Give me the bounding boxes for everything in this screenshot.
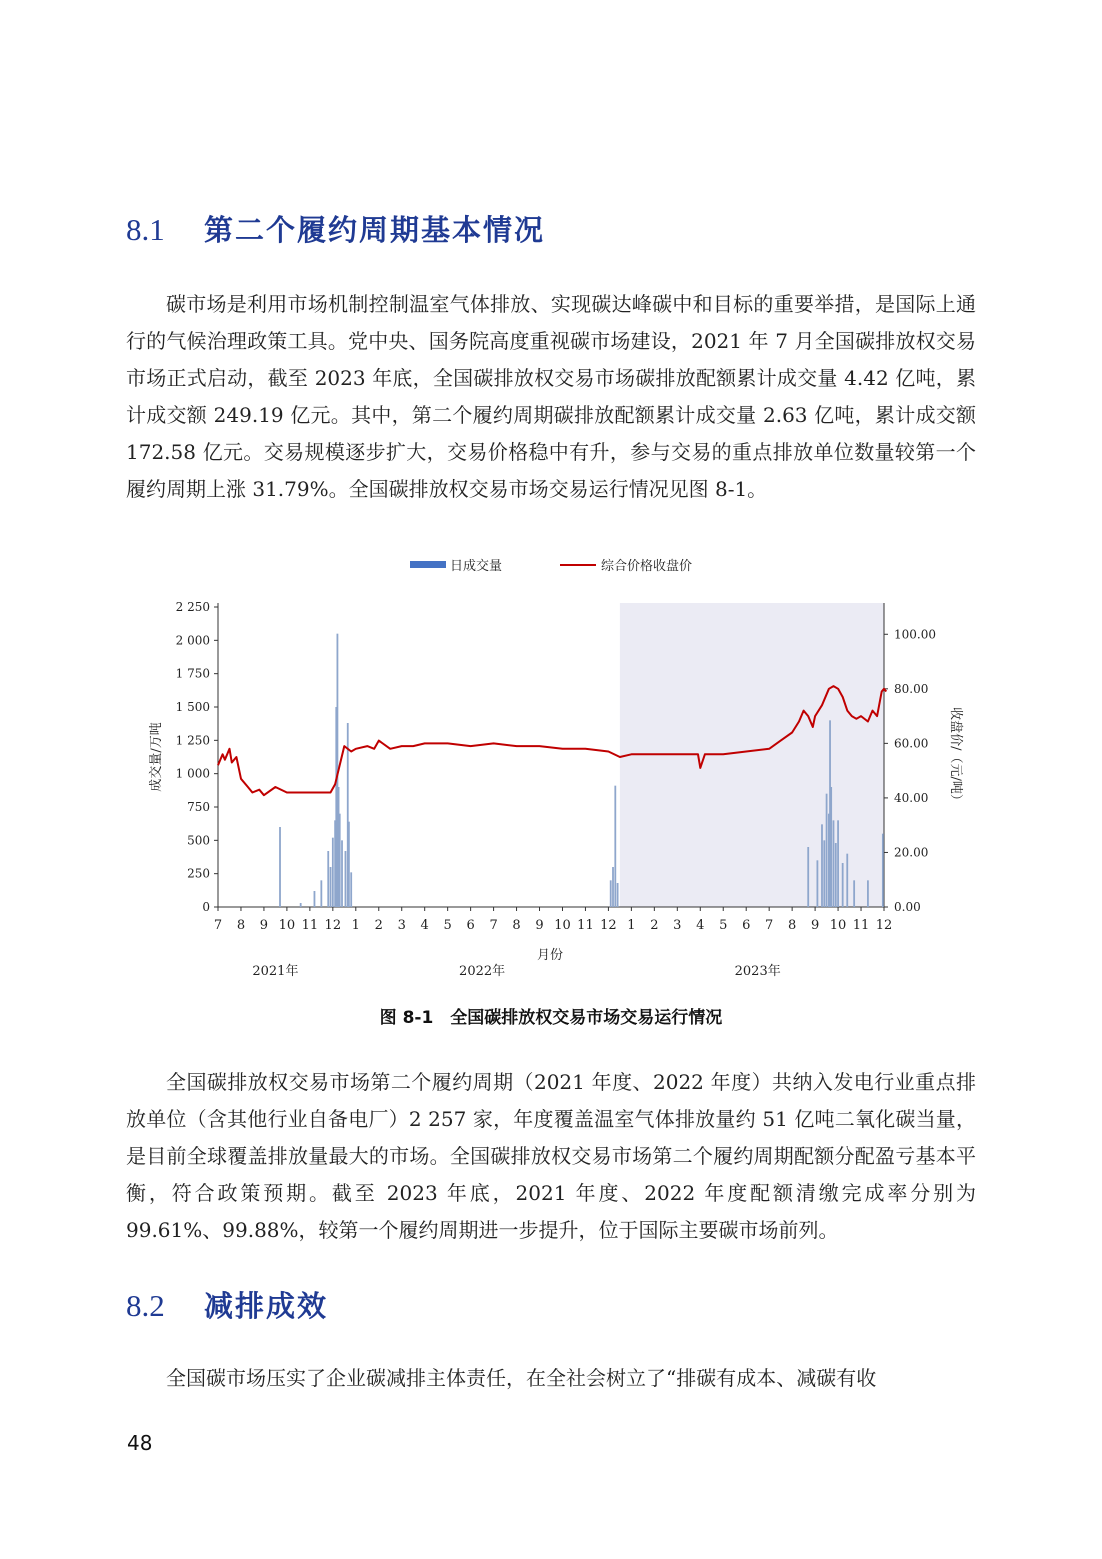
left-axis-label: 成交量/万吨 [149, 722, 164, 792]
month-tick-label: 1 [351, 918, 360, 933]
right-tick-label: 0.00 [894, 900, 921, 914]
month-tick-label: 7 [765, 918, 774, 933]
legend-price-label: 综合价格收盘价 [601, 559, 693, 574]
left-tick-label: 0 [202, 900, 210, 914]
month-tick-label: 6 [742, 918, 751, 933]
volume-bar [614, 786, 616, 907]
legend-volume-swatch [410, 561, 446, 568]
volume-bar [314, 891, 316, 907]
month-tick-label: 8 [512, 918, 521, 933]
body-paragraph-1: 碳市场是利用市场机制控制温室气体排放、实现碳达峰碳中和目标的重要举措，是国际上通行的气候治理政策工具。党中央、国务院高度重视碳市场建设，2021 年 7 月全国碳排放权交易市场正式启动，截至 2023 年底，全国碳排放权交易市场碳排放配额累计成交量 4.42 亿吨，累计成交额 249.19 亿元。其中，第二个履约周期碳排放配额累计成交量 2.63 亿吨，累计成交额 172.58 亿元。交易规模逐步扩大，交易价格稳中有升，参与交易的重点排放单位数量较第一个履约周期上涨 31.79%。全国碳排放权交易市场交易运行情况见图 8-1。 [126, 292, 976, 501]
volume-bar [339, 814, 341, 907]
volume-bar [846, 854, 848, 907]
month-tick-label: 11 [301, 918, 319, 933]
month-tick-label: 4 [696, 918, 705, 933]
month-tick-label: 3 [673, 918, 682, 933]
month-tick-label: 6 [466, 918, 475, 933]
volume-bar [350, 872, 352, 907]
volume-bar [341, 840, 343, 907]
left-tick-label: 2 250 [175, 600, 210, 614]
month-tick-label: 3 [397, 918, 406, 933]
left-tick-label: 1 500 [175, 700, 210, 714]
volume-bar [842, 863, 844, 907]
volume-bar [833, 820, 835, 907]
volume-bar [826, 794, 828, 907]
volume-bar [853, 880, 855, 907]
left-tick-label: 750 [187, 800, 210, 814]
legend-volume-label: 日成交量 [450, 559, 503, 574]
left-tick-label: 1 000 [175, 766, 210, 781]
right-tick-label: 100.00 [894, 627, 936, 642]
left-tick-label: 500 [187, 833, 210, 848]
left-tick-label: 1 250 [175, 733, 210, 748]
month-tick-label: 8 [236, 918, 246, 933]
year-label: 2022年 [459, 964, 506, 979]
year-label: 2021年 [252, 964, 299, 979]
volume-bar [867, 880, 869, 907]
month-tick-label: 11 [852, 918, 870, 933]
section-title: 第二个履约周期基本情况 [204, 213, 546, 247]
volume-bar [807, 847, 809, 907]
volume-bar [882, 834, 884, 907]
right-tick-label: 20.00 [894, 845, 929, 860]
body-paragraph-2: 全国碳排放权交易市场第二个履约周期（2021 年度、2022 年度）共纳入发电行业重点排放单位（含其他行业自备电厂）2 257 家，年度覆盖温室气体排放量约 51 亿吨二氧化碳当量，是目前全球覆盖排放量最大的市场。全国碳排放权交易市场第二个履约周期配额分配盈亏基本平衡，符合政策预期。截至 2023 年底，2021 年度、2022 年度配额清缴完成率分别为 99.61%、99.88%，较第一个履约周期进一步提升，位于国际主要碳市场前列。 [126, 1070, 976, 1242]
month-tick-label: 7 [489, 918, 498, 933]
month-tick-label: 10 [829, 918, 847, 933]
month-tick-label: 10 [554, 918, 571, 933]
volume-bar [610, 880, 612, 907]
section-number: 8.2 [126, 1288, 165, 1323]
right-tick-label: 60.00 [894, 736, 929, 751]
volume-bar [332, 838, 334, 907]
section-title: 减排成效 [204, 1289, 329, 1323]
volume-bar [821, 824, 823, 907]
month-tick-label: 5 [719, 918, 728, 933]
volume-bar [330, 867, 332, 907]
x-axis-label: 月份 [536, 948, 564, 963]
right-tick-label: 80.00 [894, 681, 929, 696]
month-tick-label: 2 [374, 918, 383, 933]
month-tick-label: 4 [420, 918, 429, 933]
volume-bar [617, 883, 619, 907]
month-tick-label: 9 [535, 918, 544, 933]
figure-caption: 图 8-1 全国碳排放权交易市场交易运行情况 [379, 1008, 723, 1028]
month-tick-label: 1 [627, 918, 636, 933]
year-label: 2023年 [734, 964, 781, 979]
volume-bar [327, 851, 329, 907]
left-tick-label: 2 000 [175, 633, 210, 648]
month-tick-label: 8 [787, 918, 797, 933]
month-tick-label: 2 [650, 918, 659, 933]
body-paragraph-3: 全国碳市场压实了企业碳减排主体责任，在全社会树立了“排碳有成本、减碳有收 [166, 1366, 877, 1390]
section-number: 8.1 [126, 212, 165, 247]
month-tick-label: 10 [278, 918, 296, 933]
right-tick-label: 40.00 [894, 790, 929, 805]
month-tick-label: 12 [875, 918, 893, 933]
month-tick-label: 9 [259, 918, 269, 933]
page-number: 48 [127, 1431, 153, 1455]
volume-bar [835, 843, 837, 907]
month-tick-label: 12 [600, 918, 617, 933]
month-tick-label: 9 [810, 918, 820, 933]
volume-bar [300, 903, 302, 907]
volume-bar [345, 851, 347, 907]
volume-bar [612, 867, 614, 907]
volume-bar [823, 840, 825, 907]
left-tick-label: 1 750 [175, 666, 210, 681]
volume-bar [830, 787, 832, 907]
trading-chart [130, 550, 980, 990]
section-heading-8-2 [126, 1284, 328, 1325]
volume-bar [817, 860, 819, 907]
volume-bar [837, 820, 839, 907]
month-tick-label: 11 [577, 918, 594, 933]
month-tick-label: 12 [324, 918, 342, 933]
section-heading-8-1 [126, 208, 545, 249]
left-tick-label: 250 [187, 866, 210, 881]
right-axis-label: 收盘价/（元/吨） [948, 707, 963, 807]
volume-bar [348, 822, 350, 907]
month-tick-label: 5 [443, 918, 452, 933]
volume-bar [320, 880, 322, 907]
month-tick-label: 7 [213, 918, 223, 933]
volume-bar [279, 827, 281, 907]
